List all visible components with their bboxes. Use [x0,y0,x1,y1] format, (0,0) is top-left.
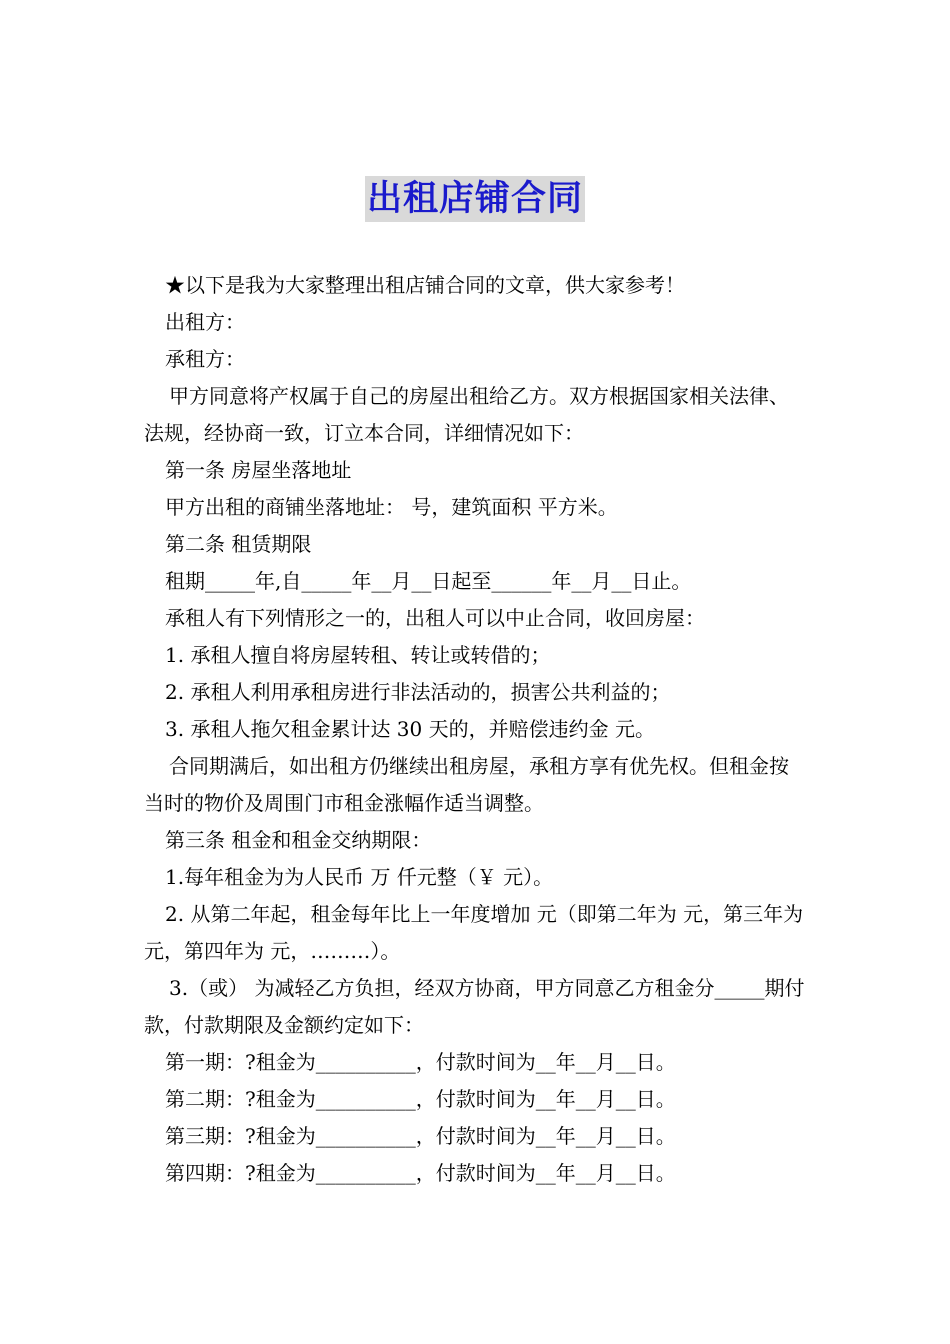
lessee-line: 承租方： [165,347,245,371]
renewal-paragraph: 合同期满后，如出租方仍继续出租房屋，承租方享有优先权。但租金按当时的物价及周围门市租金涨幅作适当调整。 [144,754,789,815]
installment-1: 第一期：?租金为__________，付款时间为__年__月__日。 [165,1050,676,1074]
title-container [0,176,950,222]
document-title: 出租店铺合同 [365,176,585,222]
article-3-heading: 第三条 租金和租金交纳期限： [165,828,432,852]
termination-item-3: 3. 承租人拖欠租金累计达 30 天的，并赔偿违约金 元。 [165,717,655,741]
preamble-paragraph: 甲方同意将产权属于自己的房屋出租给乙方。双方根据国家相关法律、法规，经协商一致，订立本合同，详细情况如下： [144,384,789,445]
rent-item-2: 2. 从第二年起，租金每年比上一年度增加 元（即第二年为 元，第三年为 元，第四年为 元，………）。 [144,902,804,963]
termination-item-2: 2. 承租人利用承租房进行非法活动的，损害公共利益的； [165,680,671,704]
article-2-heading: 第二条 租赁期限 [165,532,312,556]
termination-item-1: 1. 承租人擅自将房屋转租、转让或转借的； [165,643,551,667]
address-paragraph: 甲方出租的商铺坐落地址： 号，建筑面积 平方米。 [165,495,618,519]
lessor-line: 出租方： [165,310,245,334]
rent-item-1: 1.每年租金为为人民币 万 仟元整（￥ 元）。 [165,865,554,889]
installment-3: 第三期：?租金为__________，付款时间为__年__月__日。 [165,1124,676,1148]
intro-paragraph: ★以下是我为大家整理出租店铺合同的文章，供大家参考！ [165,273,685,297]
document-body [144,267,808,1192]
article-1-heading: 第一条 房屋坐落地址 [165,458,352,482]
rent-item-3: 3.（或） 为减轻乙方负担，经双方协商，甲方同意乙方租金分_____期付款，付款期限及金额约定如下： [144,976,805,1037]
termination-paragraph: 承租人有下列情形之一的，出租人可以中止合同，收回房屋： [165,606,705,630]
lease-term-paragraph: 租期_____年,自_____年__月__日起至______年__月__日止。 [165,569,692,593]
installment-2: 第二期：?租金为__________，付款时间为__年__月__日。 [165,1087,676,1111]
installment-4: 第四期：?租金为__________，付款时间为__年__月__日。 [165,1161,676,1185]
